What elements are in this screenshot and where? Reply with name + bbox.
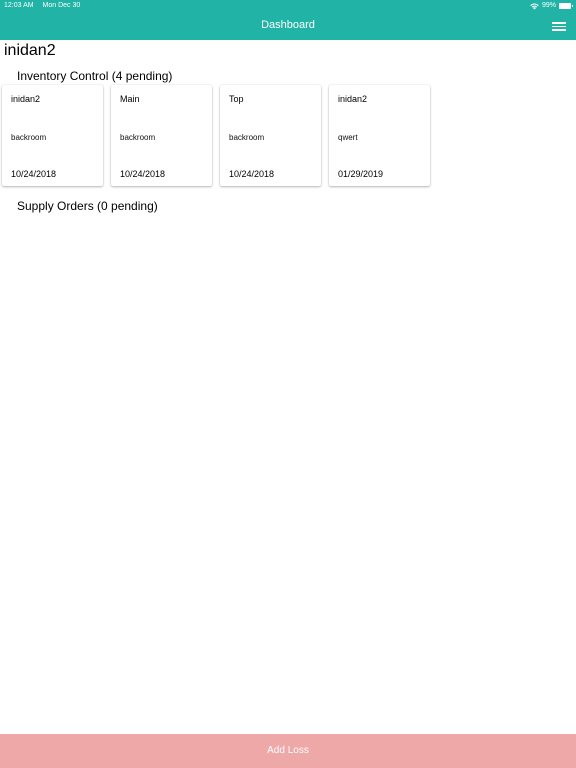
battery-icon bbox=[559, 3, 571, 9]
nav-bar bbox=[0, 12, 576, 40]
page-title: inidan2 bbox=[4, 42, 56, 59]
hamburger-menu-icon[interactable] bbox=[552, 20, 566, 32]
card-date: 10/24/2018 bbox=[11, 169, 57, 179]
battery-percent: 99% bbox=[541, 2, 556, 9]
card-name: Top bbox=[229, 94, 244, 104]
status-time: 12:03 AM bbox=[4, 2, 34, 9]
add-loss-button[interactable]: Add Loss bbox=[0, 734, 576, 768]
card-location: qwert bbox=[338, 133, 358, 142]
card-name: Main bbox=[120, 94, 140, 104]
card-name: inidan2 bbox=[11, 94, 41, 104]
card-date: 10/24/2018 bbox=[120, 169, 166, 179]
card-location: backroom bbox=[120, 133, 156, 142]
card-date: 10/24/2018 bbox=[229, 169, 275, 179]
nav-title: Dashboard bbox=[261, 19, 315, 31]
card-location: backroom bbox=[11, 133, 47, 142]
card-date: 01/29/2019 bbox=[338, 169, 384, 179]
status-date: Mon Dec 30 bbox=[42, 2, 81, 9]
status-time-date bbox=[4, 0, 87, 12]
status-bar bbox=[0, 0, 576, 12]
wifi-icon bbox=[530, 3, 539, 10]
inventory-card[interactable] bbox=[2, 85, 103, 186]
card-name: inidan2 bbox=[338, 94, 368, 104]
card-location: backroom bbox=[229, 133, 265, 142]
inventory-card[interactable] bbox=[329, 85, 430, 186]
inventory-control-title: Inventory Control (4 pending) bbox=[17, 69, 173, 83]
inventory-card[interactable] bbox=[111, 85, 212, 186]
inventory-card[interactable] bbox=[220, 85, 321, 186]
status-indicators bbox=[530, 0, 571, 12]
supply-orders-title: Supply Orders (0 pending) bbox=[17, 199, 158, 213]
